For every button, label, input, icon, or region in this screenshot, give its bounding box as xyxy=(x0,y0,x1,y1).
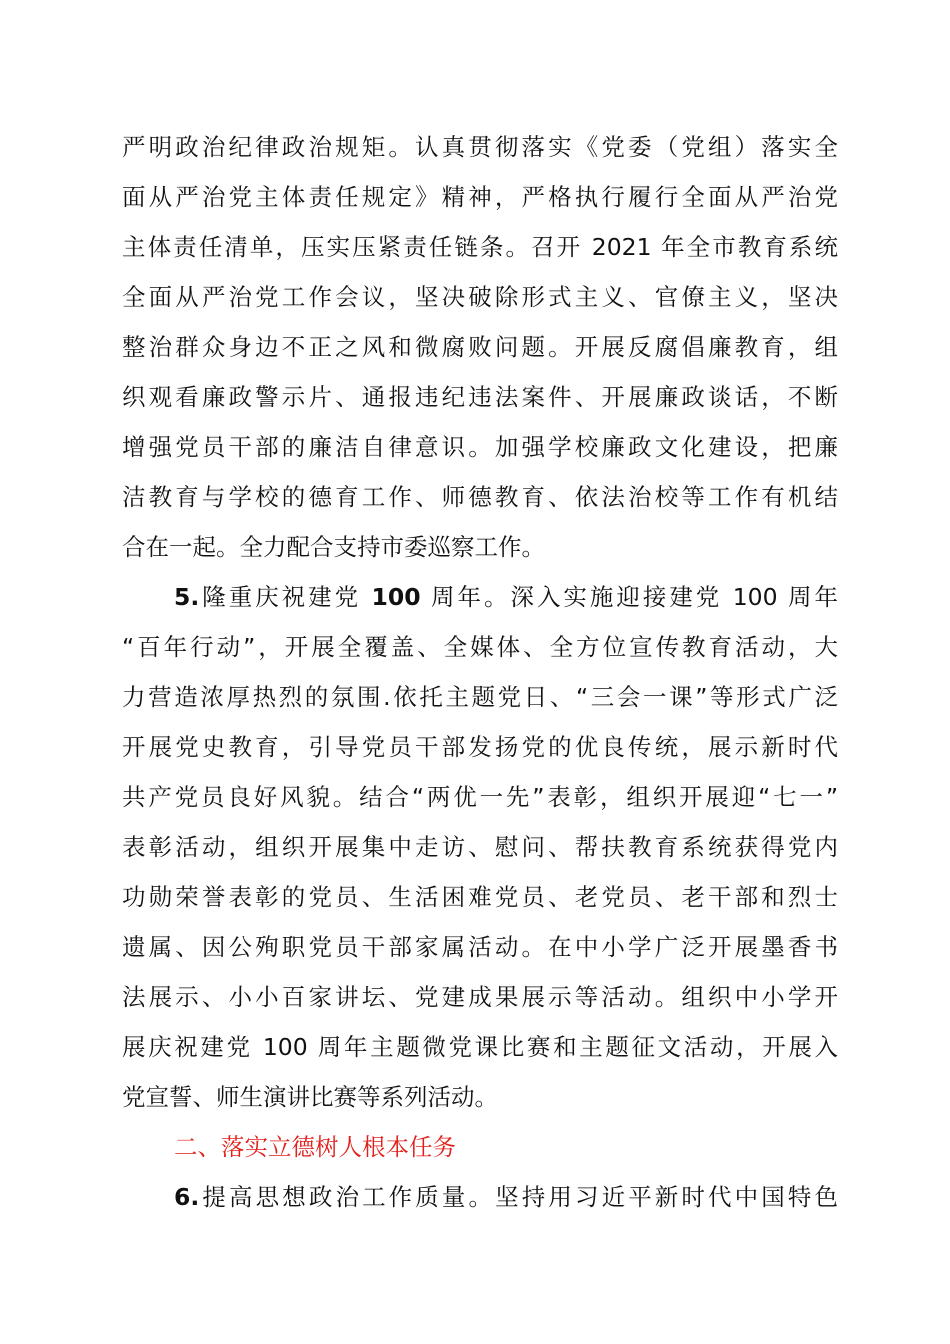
item-5-title-a: 隆重庆祝建党 xyxy=(199,583,372,611)
section-heading: 二、落实立德树人根本任务 xyxy=(174,1133,456,1161)
text-line: 主体责任清单，压实压紧责任链条。召开 2021 年全市教育系统 xyxy=(122,233,838,261)
text-line: 织观看廉政警示片、通报违纪违法案件、开展廉政谈话，不断 xyxy=(122,383,838,411)
item-5-first-line xyxy=(174,572,838,622)
text-line: 功勋荣誉表彰的党员、生活困难党员、老党员、老干部和烈士 xyxy=(122,883,838,911)
text-line: 合在一起。全力配合支持市委巡察工作。 xyxy=(122,533,545,561)
item-5-number: 5. xyxy=(174,583,200,611)
text-line: 展庆祝建党 100 周年主题微党课比赛和主题征文活动，开展入 xyxy=(122,1033,838,1061)
item-6-first-line xyxy=(174,1172,838,1222)
text-line: 共产党员良好风貌。结合“两优一先”表彰，组织开展迎“七一” xyxy=(122,783,838,811)
text-line: 洁教育与学校的德育工作、师德教育、依法治校等工作有机结 xyxy=(122,483,838,511)
item-5-title-c: 周年。 xyxy=(420,583,511,611)
text-line: 整治群众身边不正之风和微腐败问题。开展反腐倡廉教育，组 xyxy=(122,333,838,361)
item-5-first-rest: 深入实施迎接建党 100 周年 xyxy=(510,583,838,611)
text-line: 遗属、因公殉职党员干部家属活动。在中小学广泛开展墨香书 xyxy=(122,933,838,961)
text-line: 增强党员干部的廉洁自律意识。加强学校廉政文化建设，把廉 xyxy=(122,433,838,461)
text-line: 开展党史教育，引导党员干部发扬党的优良传统，展示新时代 xyxy=(122,733,838,761)
text-line: “百年行动”，开展全覆盖、全媒体、全方位宣传教育活动，大 xyxy=(122,633,838,661)
text-line: 法展示、小小百家讲坛、党建成果展示等活动。组织中小学开 xyxy=(122,983,838,1011)
item-5-title-b: 100 xyxy=(371,583,421,611)
text-line: 力营造浓厚热烈的氛围.依托主题党日、“三会一课”等形式广泛 xyxy=(122,683,838,711)
item-6-rest: 坚持用习近平新时代中国特色 xyxy=(495,1183,838,1211)
text-line: 面从严治党主体责任规定》精神，严格执行履行全面从严治党 xyxy=(122,183,838,211)
item-6-title: 提高思想政治工作质量。 xyxy=(199,1183,496,1211)
text-line: 全面从严治党工作会议，坚决破除形式主义、官僚主义，坚决 xyxy=(122,283,838,311)
text-line: 表彰活动，组织开展集中走访、慰问、帮扶教育系统获得党内 xyxy=(122,833,838,861)
text-line: 严明政治纪律政治规矩。认真贯彻落实《党委（党组）落实全 xyxy=(122,133,838,161)
text-line: 党宣誓、师生演讲比赛等系列活动。 xyxy=(122,1083,498,1111)
item-6-number: 6. xyxy=(174,1183,200,1211)
